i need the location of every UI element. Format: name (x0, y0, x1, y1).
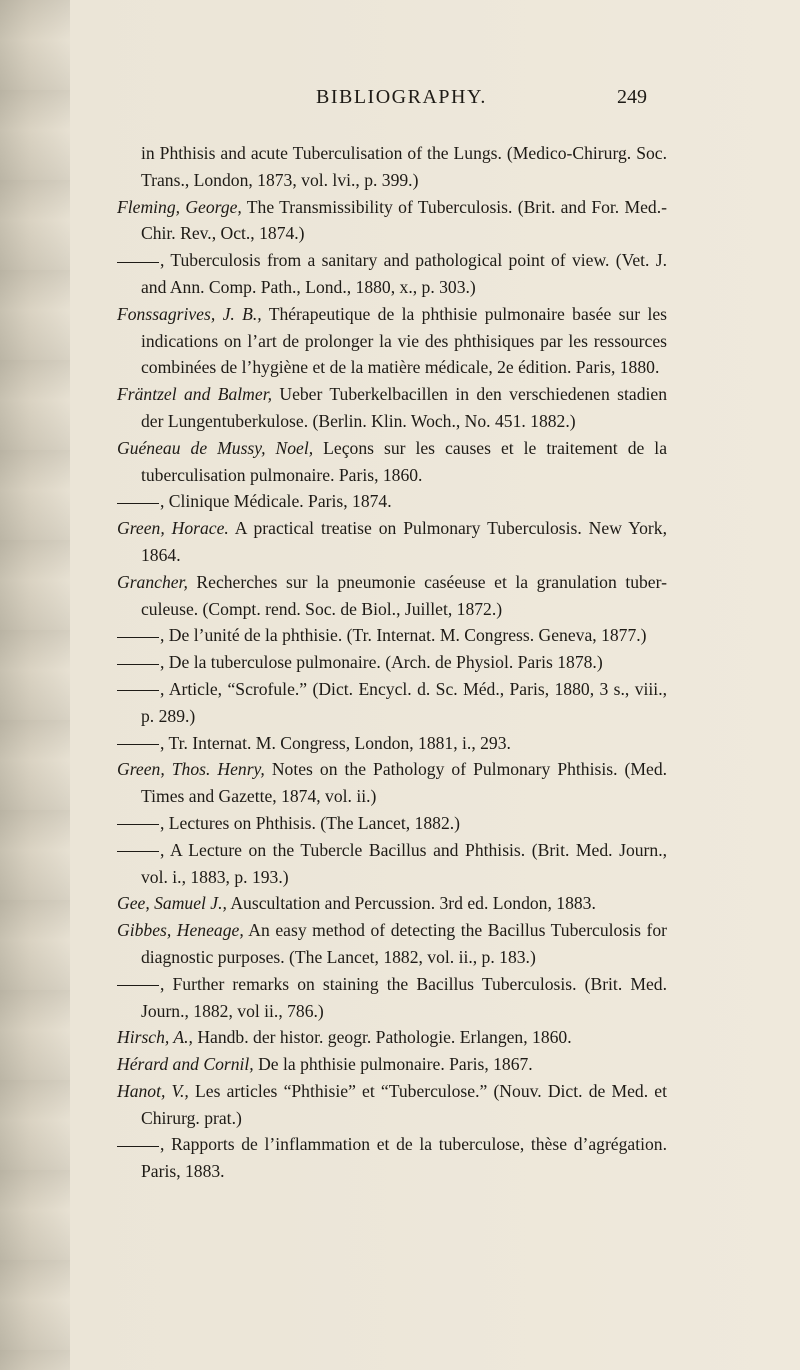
ditto-dash (117, 262, 159, 263)
entry-text: An easy method of detecting the Bacillus Tuberculosis for diagnostic purposes. (The Lancet, 1882, vol. ii., p. 183.) (141, 920, 667, 967)
bibliography-entry (117, 622, 667, 649)
entry-author: Fonssagrives, J. B., (117, 303, 262, 324)
entry-author: Guéneau de Mussy, Noel, (117, 437, 314, 458)
entry-text: , De l’unité de la phthisie. (Tr. Internat. M. Congress. Geneva, 1877.) (160, 625, 647, 646)
bibliography-entry (117, 435, 667, 489)
ditto-dash (117, 503, 159, 504)
running-title: BIBLIOGRAPHY. (316, 86, 487, 108)
bibliography-entry (117, 1078, 667, 1132)
page-gutter-shadow (0, 0, 70, 1370)
bibliography-entry (117, 194, 667, 248)
ditto-dash (117, 1146, 159, 1147)
entry-text: , Further remarks on staining the Bacillus Tuberculosis. (Brit. Med. Journ., 1882, vol ii., 786.) (141, 973, 667, 1021)
bibliography-entry (117, 676, 667, 730)
entry-text: , De la tuberculose pulmonaire. (Arch. de Physiol. Paris 1878.) (160, 652, 603, 673)
ditto-dash (117, 851, 159, 852)
ditto-dash (117, 985, 159, 986)
bibliography-entry (117, 515, 667, 569)
bibliography-entry (117, 756, 667, 810)
entry-text: Leçons sur les causes et le traitement de la tuberculisation pulmonaire. Paris, 1860. (141, 437, 668, 485)
bibliography-entry (117, 649, 667, 676)
entry-text: Thérapeutique de la phthisie pulmonaire basée sur les indications on l’art de prolonger la vie des phthisiques par les ressources combinées de l’hygiène et de la matière médicale, 2e édition. Paris, 1880. (141, 303, 667, 378)
entry-text: , A Lecture on the Tubercle Bacillus and Phthisis. (Brit. Med. Journ., vol. i., 1883, p. 193.) (141, 839, 667, 887)
entry-text: , Clinique Médicale. Paris, 1874. (160, 491, 392, 512)
bibliography-entry (117, 1024, 667, 1051)
entry-text: , Tr. Internat. M. Congress, London, 1881, i., 293. (160, 732, 511, 753)
bibliography-list (117, 140, 667, 1185)
page-header (0, 86, 800, 116)
entry-text: in Phthisis and acute Tuberculisation of the Lungs. (Medico-Chirurg. Soc. Trans., London, 1873, vol. lvi., p. 399.) (141, 143, 667, 190)
entry-author: Grancher, (117, 571, 188, 592)
entry-text: Ueber Tuberkelbacillen in den verschiedenen stadien der Lungentuberkulose. (Berlin. Klin. Woch., No. 451. 1882.) (141, 384, 667, 431)
entry-author: Hirsch, A., (117, 1027, 193, 1048)
page-number: 249 (617, 86, 647, 108)
ditto-dash (117, 744, 159, 745)
bibliography-entry (117, 917, 667, 971)
ditto-dash (117, 690, 159, 691)
bibliography-entry (117, 1131, 667, 1185)
entry-text: A practical treatise on Pulmonary Tuberculosis. New York, 1864. (141, 518, 667, 565)
entry-text: , Lectures on Phthisis. (The Lancet, 1882.) (160, 812, 460, 833)
ditto-dash (117, 824, 159, 825)
bibliography-entry (117, 381, 667, 435)
entry-text: De la phthisie pulmonaire. Paris, 1867. (253, 1054, 533, 1075)
bibliography-entry (117, 247, 667, 301)
bibliography-entry (117, 140, 667, 194)
bibliography-entry (117, 301, 667, 381)
entry-author: Hanot, V., (117, 1080, 189, 1101)
entry-text: Les articles “Phthisie” et “Tuberculose.” (Nouv. Dict. de Med. et Chirurg. prat.) (141, 1080, 668, 1128)
bibliography-entry (117, 488, 667, 515)
entry-text: , Rapports de l’inflammation et de la tuberculose, thèse d’agrégation. Paris, 1883. (141, 1134, 667, 1182)
entry-author: Hérard and Cornil, (117, 1054, 254, 1075)
bibliography-entry (117, 837, 667, 891)
bibliography-entry (117, 569, 667, 623)
bibliography-entry (117, 971, 667, 1025)
entry-text: , Tuberculosis from a sanitary and pathological point of view. (Vet. J. and Ann. Comp. Path., Lond., 1880, x., p. 303.) (141, 250, 667, 297)
entry-author: Gee, Samuel J., (117, 893, 227, 914)
bibliography-entry (117, 890, 667, 917)
entry-text: Auscultation and Percussion. 3rd ed. London, 1883. (226, 893, 596, 914)
ditto-dash (117, 637, 159, 638)
entry-text: Recherches sur la pneumonie caséeuse et la granulation tuber- culeuse. (Compt. rend. Soc. de Biol., Juillet, 1872.) (141, 571, 667, 619)
bibliography-entry (117, 810, 667, 837)
entry-text: Handb. der histor. geogr. Pathologie. Erlangen, 1860. (192, 1027, 572, 1048)
entry-author: Green, Horace. (117, 518, 229, 539)
entry-author: Fräntzel and Balmer, (117, 384, 272, 405)
bibliography-entry (117, 1051, 667, 1078)
entry-text: , Article, “Scrofule.” (Dict. Encycl. d. Sc. Méd., Paris, 1880, 3 s., viii., p. 289.) (141, 678, 667, 726)
bibliography-entry (117, 730, 667, 757)
entry-author: Fleming, George, (117, 196, 242, 217)
entry-text: Notes on the Pathology of Pulmonary Phthisis. (Med. Times and Gazette, 1874, vol. ii.) (141, 759, 668, 807)
entry-text: The Transmissibility of Tuberculosis. (Brit. and For. Med.-Chir. Rev., Oct., 1874.) (141, 196, 667, 244)
entry-author: Green, Thos. Henry, (117, 759, 265, 780)
entry-author: Gibbes, Heneage, (117, 920, 244, 941)
ditto-dash (117, 664, 159, 665)
